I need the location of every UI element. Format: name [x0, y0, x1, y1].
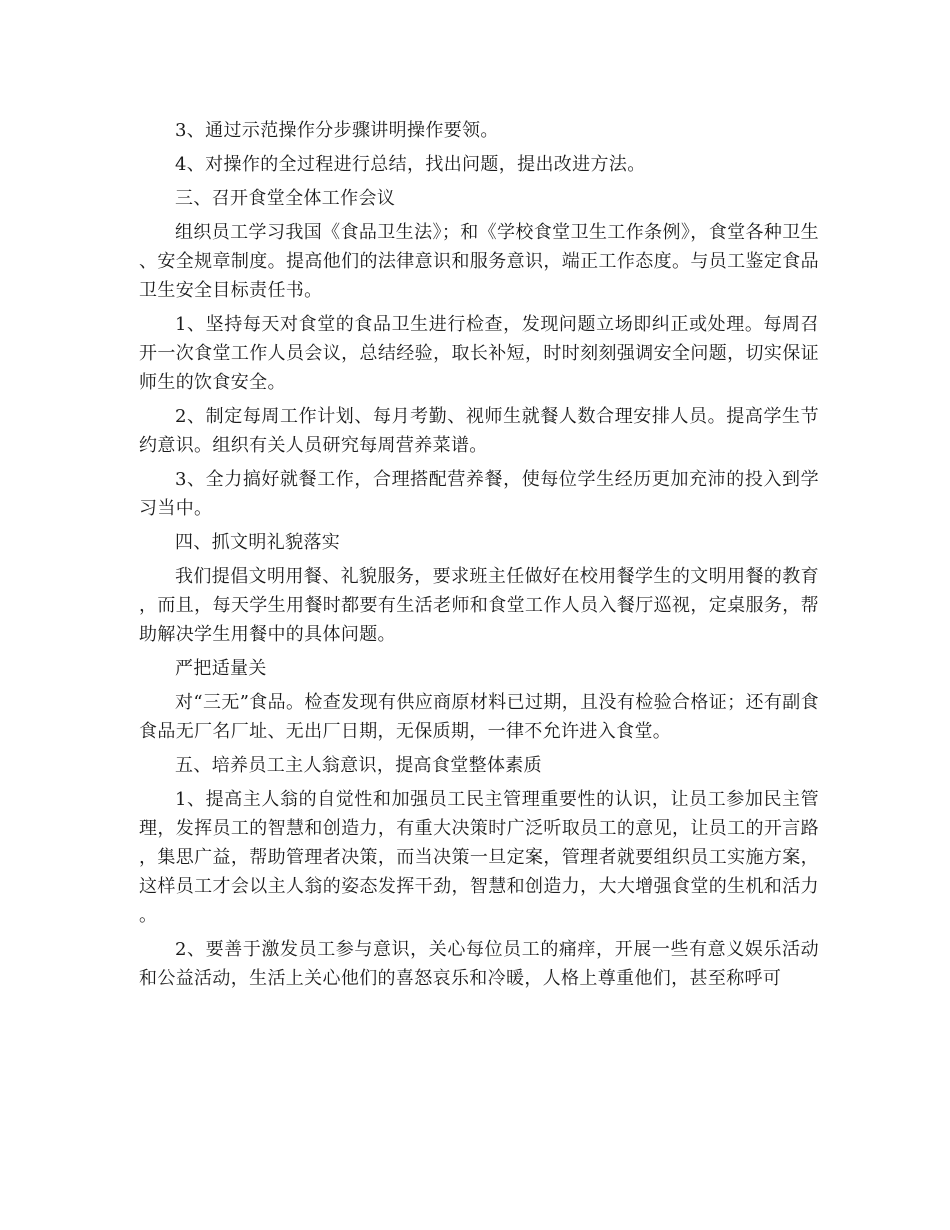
paragraph-civilized-dining: 我们提倡文明用餐、礼貌服务，要求班主任做好在校用餐学生的文明用餐的教育，而且，每天学生用餐时都要有生活老师和食堂工作人员入餐厅巡视，定桌服务，帮助解决学生用餐中的具体问题。	[139, 566, 819, 645]
section-heading-3: 三、召开食堂全体工作会议	[175, 188, 396, 209]
paragraph-step-3: 3、通过示范操作分步骤讲明操作要领。	[175, 120, 499, 141]
paragraph-meal-work: 3、全力搞好就餐工作，合理搭配营养餐，使每位学生经历更加充沛的投入到学习当中。	[139, 469, 819, 519]
paragraph-staff-training: 组织员工学习我国《食品卫生法》；和《学校食堂卫生工作条例》，食堂各种卫生、安全规章制度。提高他们的法律意识和服务意识，端正工作态度。与员工鉴定食品卫生安全目标责任书。	[139, 222, 819, 301]
section-heading-4: 四、抓文明礼貌落实	[175, 532, 341, 553]
paragraph-step-4: 4、对操作的全过程进行总结，找出问题，提出改进方法。	[175, 154, 646, 175]
document-body	[139, 116, 819, 998]
section-heading-5: 五、培养员工主人翁意识，提高食堂整体素质	[175, 755, 542, 776]
paragraph-daily-inspection: 1、坚持每天对食堂的食品卫生进行检查，发现问题立场即纠正或处理。每周召开一次食堂工作人员会议，总结经验，取长补短，时时刻刻强调安全问题，切实保证师生的饮食安全。	[139, 314, 819, 393]
paragraph-weekly-plan: 2、制定每周工作计划、每月考勤、视师生就餐人数合理安排人员。提高学生节约意识。组织有关人员研究每周营养菜谱。	[139, 406, 819, 456]
paragraph-participation: 2、要善于激发员工参与意识，关心每位员工的痛痒，开展一些有意义娱乐活动和公益活动，生活上关心他们的喜怒哀乐和冷暖，人格上尊重他们，甚至称呼可	[139, 939, 819, 989]
subheading-quality-control: 严把适量关	[175, 658, 267, 679]
paragraph-ownership: 1、提高主人翁的自觉性和加强员工民主管理重要性的认识，让员工参加民主管理，发挥员工的智慧和创造力，有重大决策时广泛听取员工的意见，让员工的开言路，集思广益，帮助管理者决策，而当决策一旦定案，管理者就要组织员工实施方案，这样员工才会以主人翁的姿态发挥干劲，智慧和创造力，大大增强食堂的生机和活力。	[139, 789, 819, 926]
paragraph-three-no-food: 对“三无”食品。检查发现有供应商原材料已过期，且没有检验合格证；还有副食食品无厂名厂址、无出厂日期，无保质期，一律不允许进入食堂。	[139, 692, 819, 742]
